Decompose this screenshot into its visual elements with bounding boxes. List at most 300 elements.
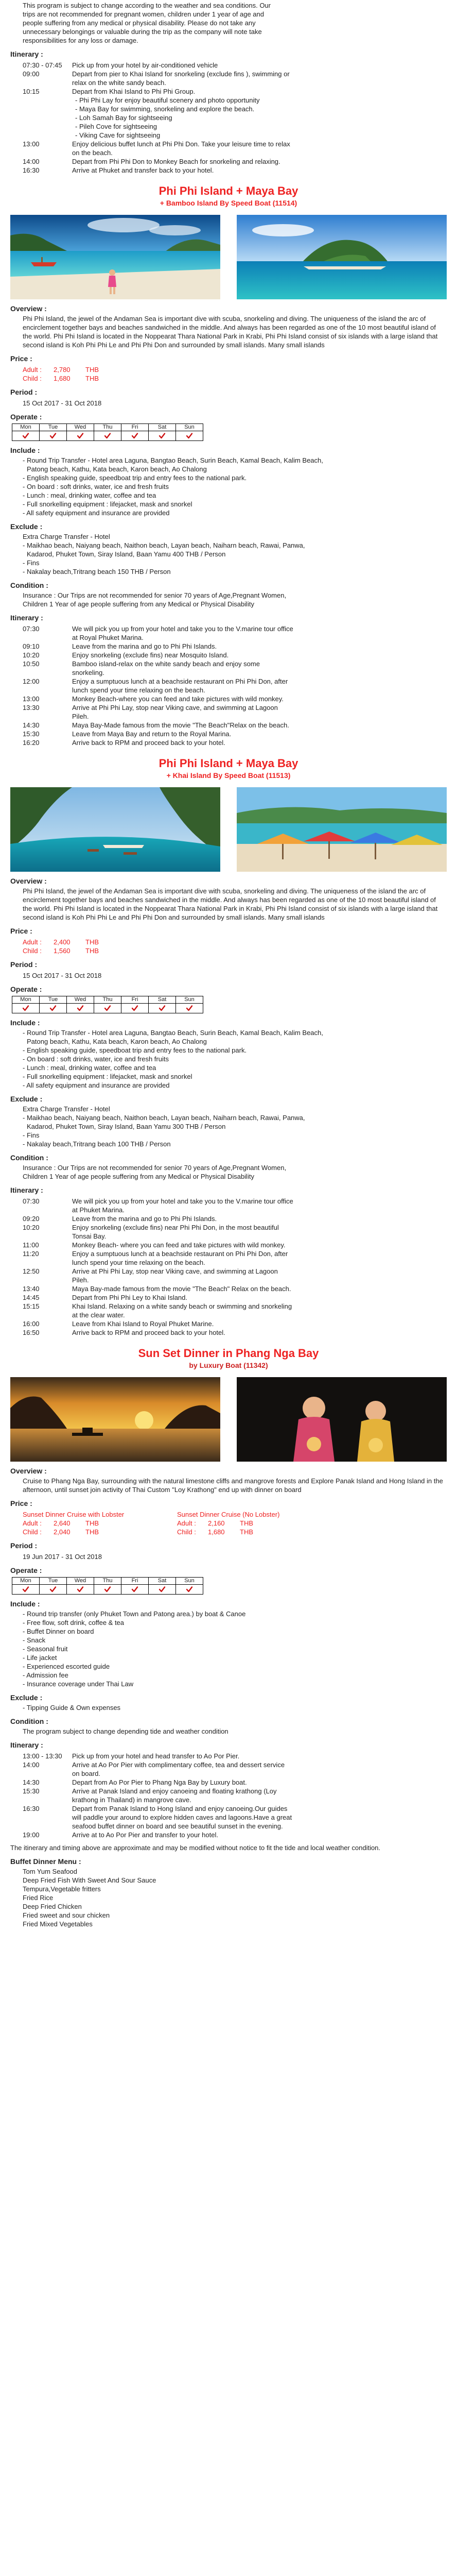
tour-1-itinerary: [23, 624, 447, 747]
price-label: Adult :: [23, 366, 42, 374]
price-label: Child :: [23, 375, 42, 382]
operate-day: [94, 423, 121, 441]
list-item: - Full snorkelling equipment : lifejacket, mask and snorkel: [23, 500, 192, 508]
menu-item: Deep Fried Fish With Sweet And Sour Sauce: [23, 1876, 156, 1884]
operate-day-name: Mon: [12, 424, 39, 431]
list-item: - On board : soft drinks, water, ice and fresh fruits: [23, 1055, 169, 1063]
operate-day-name: Fri: [121, 1578, 148, 1585]
itinerary-row: [23, 1267, 447, 1284]
itinerary-time: 07:30: [23, 1197, 40, 1205]
price-row: [23, 946, 447, 955]
tour-2-include-heading: Include :: [10, 1019, 40, 1027]
sunset-note: The itinerary and timing above are approximate and may be modified without notice to fit the tide and local weather condition.: [10, 1844, 381, 1852]
itinerary-row: [23, 1319, 447, 1328]
top-itinerary-heading: Itinerary :: [10, 50, 43, 58]
list-item: - Tipping Guide & Own expenses: [23, 1704, 121, 1711]
price-row: [23, 365, 447, 374]
itinerary-time: 10:20: [23, 651, 40, 659]
itinerary-desc: Maya Bay-Made famous from the movie "The Beach"Relax on the beach.: [72, 721, 289, 729]
sunset-operate-heading: Operate :: [10, 1566, 42, 1574]
price-value: 2,160: [208, 1519, 225, 1527]
tour-1-include-heading: Include :: [10, 446, 40, 454]
itinerary-time: 07:30 - 07:45: [23, 61, 62, 69]
operate-day: [175, 996, 203, 1013]
operate-day-name: Wed: [67, 1578, 94, 1585]
itinerary-desc: Leave from the marina and go to Phi Phi Islands.: [72, 1215, 217, 1223]
tour-2-exclude-list: [23, 1105, 447, 1148]
tour-2-subtitle: + Khai Island By Speed Boat (11513): [166, 771, 291, 779]
list-item: - Round Trip Transfer - Hotel area Laguna, Bangtao Beach, Surin Beach, Kamal Beach, Kalim Beach,: [23, 456, 323, 464]
tour-2-price-heading: Price :: [10, 927, 32, 935]
tour-2-photos: [10, 787, 447, 872]
checkmark-icon: [121, 431, 148, 440]
tour-1-price-table: [23, 365, 447, 383]
checkmark-icon: [94, 1585, 121, 1594]
list-item: Patong beach, Kathu, Kata beach, Karon beach, Ao Chalong: [27, 465, 207, 473]
itinerary-time: 16:20: [23, 739, 40, 747]
tour-2-period: 15 Oct 2017 - 31 Oct 2018: [23, 972, 102, 979]
checkmark-icon: [40, 1004, 66, 1013]
list-item: - On board : soft drinks, water, ice and fresh fruits: [23, 483, 169, 490]
sunset-price-heading: Price :: [10, 1499, 32, 1507]
sunset-exclude-heading: Exclude :: [10, 1693, 43, 1702]
checkmark-icon: [12, 1585, 39, 1594]
price-currency: THB: [85, 938, 99, 946]
price-label: Adult :: [177, 1519, 196, 1527]
tour-1-photos: [10, 215, 447, 299]
sunset-condition-list: [23, 1727, 447, 1736]
itinerary-desc: Arrive at to Ao Por Pier and transfer to your hotel.: [72, 1831, 218, 1839]
itinerary-desc: Depart from Panak Island to Hong Island and enjoy canoeing.Our guides will paddle your around to explore hidden caves and lagoons.Have a great seafood buffet dinner on board and see beautiful sunset in the evening.: [72, 1805, 292, 1830]
checkmark-icon: [12, 431, 39, 440]
list-item: - All safety equipment and insurance are provided: [23, 509, 170, 517]
price-group-rows: [177, 1519, 331, 1536]
list-item: Children 1 Year of age people suffering from any Medical or Physical Disability: [23, 600, 254, 608]
operate-day: [66, 996, 94, 1013]
itinerary-sub-item: - Phi Phi Lay for enjoy beautiful scenery and photo opportunity: [75, 96, 260, 104]
operate-day-name: Wed: [67, 424, 94, 431]
tour-2-itinerary: [23, 1197, 447, 1337]
operate-day-name: Tue: [40, 996, 66, 1004]
tour-1-subtitle: + Bamboo Island By Speed Boat (11514): [160, 199, 297, 207]
price-currency: THB: [85, 1528, 99, 1536]
price-group-name: Sunset Dinner Cruise with Lobster: [23, 1511, 125, 1518]
itinerary-row: [23, 70, 447, 87]
itinerary-desc: We will pick you up from your hotel and take you to the V.marine tour office at Royal Phuket Marina.: [72, 625, 293, 641]
itinerary-time: 14:30: [23, 721, 40, 729]
operate-day-name: Thu: [94, 424, 121, 431]
sunset-condition-heading: Condition :: [10, 1717, 48, 1725]
operate-day: [66, 1577, 94, 1595]
list-item: Patong beach, Kathu, Kata beach, Karon beach, Ao Chalong: [27, 1038, 207, 1045]
itinerary-row: [23, 1223, 447, 1241]
itinerary-sub-item: - Pileh Cove for sightseeing: [75, 123, 157, 130]
operate-day-name: Wed: [67, 996, 94, 1004]
price-row: [23, 1528, 177, 1536]
buffet-heading: Buffet Dinner Menu :: [10, 1857, 81, 1866]
tour-1-operate-heading: Operate :: [10, 413, 42, 421]
list-item: - Admission fee: [23, 1671, 68, 1679]
tour-2-operate-heading: Operate :: [10, 985, 42, 993]
list-item: - Insurance coverage under Thai Law: [23, 1680, 134, 1688]
operate-day: [12, 996, 40, 1013]
tour-2-operate-days: [12, 996, 447, 1013]
list-item: - Fins: [23, 559, 40, 567]
sunset-period-heading: Period :: [10, 1541, 38, 1550]
list-item: - Life jacket: [23, 1654, 57, 1662]
price-currency: THB: [240, 1519, 253, 1527]
itinerary-time: 13:00 - 13:30: [23, 1752, 62, 1760]
list-item: Kadarod, Phuket Town, Siray Island, Baan Yamu 400 THB / Person: [27, 550, 226, 558]
checkmark-icon: [149, 1004, 175, 1013]
itinerary-time: 14:45: [23, 1294, 40, 1301]
list-item: - Fins: [23, 1131, 40, 1139]
sunset-overview: Cruise to Phang Nga Bay, surrounding with the natural limestone cliffs and mangrove forests and Explore Panak Island and Hong Island in the afternoon, until sunset join activity of Thai Custom "Loy Krathong" end up with dinner on board: [23, 1477, 443, 1494]
itinerary-time: 16:50: [23, 1329, 40, 1336]
operate-day: [121, 996, 149, 1013]
sunset-period: 19 Jun 2017 - 31 Oct 2018: [23, 1553, 102, 1561]
sunset-photos: [10, 1377, 447, 1462]
menu-item: Fried Mixed Vegetables: [23, 1920, 93, 1928]
price-group: [23, 1510, 177, 1536]
operate-day: [121, 1577, 149, 1595]
itinerary-time: 14:00: [23, 158, 40, 165]
list-item: - Seasonal fruit: [23, 1645, 68, 1653]
operate-day-name: Sun: [176, 424, 203, 431]
sunset-include-heading: Include :: [10, 1600, 40, 1608]
itinerary-sub-item: - Viking Cave for sightseeing: [75, 131, 161, 139]
itinerary-row: [23, 738, 447, 747]
itinerary-desc: Arrive at Ao Por Pier with complimentary coffee, tea and dessert service on board.: [72, 1761, 285, 1777]
itinerary-desc: Enjoy snorkeling (exclude fins) near Phi Phi Don, in the most beautiful Tonsai Bay.: [72, 1224, 279, 1240]
operate-day-name: Thu: [94, 996, 121, 1004]
checkmark-icon: [67, 1004, 94, 1013]
beach-photo: [10, 215, 220, 299]
itinerary-row: [23, 1831, 447, 1839]
sunset-photo: [10, 1377, 220, 1462]
itinerary-time: 14:30: [23, 1778, 40, 1786]
operate-day: [94, 1577, 121, 1595]
sunset-subtitle: by Luxury Boat (11342): [189, 1361, 268, 1369]
price-value: 2,040: [54, 1528, 71, 1536]
tour-2-condition-list: [23, 1163, 447, 1181]
checkmark-icon: [121, 1004, 148, 1013]
tour-2-period-heading: Period :: [10, 960, 38, 969]
price-value: 1,560: [54, 947, 71, 955]
tour-2-price-table: [23, 938, 447, 955]
itinerary-time: 10:50: [23, 660, 40, 668]
tour-2-include-list: [23, 1028, 447, 1090]
itinerary-desc: Enjoy snorkeling (exclude fins) near Mosquito Island.: [72, 651, 229, 659]
list-item: - Experienced escorted guide: [23, 1663, 110, 1670]
list-item: Extra Charge Transfer - Hotel: [23, 533, 110, 540]
operate-day: [121, 423, 149, 441]
checkmark-icon: [149, 1585, 175, 1594]
itinerary-desc: Khai Island. Relaxing on a white sandy beach or swimming and snorkeling at the clear water.: [72, 1302, 292, 1319]
itinerary-desc: Enjoy a sumptuous lunch at a beachside restaurant on Phi Phi Don, after lunch spend your time relaxing on the beach.: [72, 677, 288, 694]
itinerary-desc: Leave from Maya Bay and return to the Royal Marina.: [72, 730, 232, 738]
itinerary-row: [23, 157, 447, 166]
itinerary-desc: Arrive at Panak Island and enjoy canoeing and floating krathong (Loy krathong in Thailand) in mangrove cave.: [72, 1787, 277, 1804]
itinerary-desc: Pick up from your hotel by air-conditioned vehicle: [72, 61, 218, 69]
checkmark-icon: [176, 431, 203, 440]
sunset-price-groups: [23, 1510, 447, 1536]
top-itinerary: [23, 61, 447, 175]
itinerary-time: 16:00: [23, 1320, 40, 1328]
itinerary-time: 13:40: [23, 1285, 40, 1293]
tour-2-itinerary-heading: Itinerary :: [10, 1186, 43, 1194]
itinerary-row: [23, 1787, 447, 1804]
itinerary-desc: Depart from pier to Khai Island for snorkeling (exclude fins ), swimming or relax on the white sandy beach.: [72, 70, 290, 87]
sunset-title: Sun Set Dinner in Phang Nga Bay: [138, 1347, 319, 1360]
tour-2-overview: Phi Phi Island, the jewel of the Andaman Sea is important dive with scuba, snorkeling and diving. The uniqueness of the island the arc of encirclement together bays and beaches sandwiched in the middle. And always has been regarded as one of the 10 most beautiful island of the world. Phi Phi Island is located in the Noppearat Thara National Park in Krabi, Phi Phi Island consist of six islands with a large island that second island is Koh Phi Phi Le and Phi Phi Don and surrounded by small islands. Many small islands: [23, 887, 438, 921]
sunset-itinerary-heading: Itinerary :: [10, 1741, 43, 1749]
itinerary-desc: Arrive at Phi Phi Lay, stop near Viking cave, and swimming at Lagoon Pileh.: [72, 704, 278, 720]
price-row: [177, 1528, 331, 1536]
operate-day: [39, 996, 67, 1013]
itinerary-time: 11:20: [23, 1250, 39, 1258]
itinerary-desc: Depart from Phi Phi Ley to Khai Island.: [72, 1294, 188, 1301]
tour-1-exclude-heading: Exclude :: [10, 522, 43, 531]
price-label: Child :: [23, 1528, 42, 1536]
itinerary-row: [23, 1804, 447, 1831]
itinerary-time: 10:15: [23, 88, 40, 95]
itinerary-desc: Arrive at Phuket and transfer back to your hotel.: [72, 166, 214, 174]
itinerary-desc: Monkey Beach- where you can feed and take pictures with wild monkey.: [72, 1241, 286, 1249]
tour-2-title: Phi Phi Island + Maya Bay: [159, 757, 298, 770]
itinerary-row: [23, 624, 447, 642]
operate-day-name: Sat: [149, 424, 175, 431]
sunset-header: [10, 1346, 447, 1370]
itinerary-time: 16:30: [23, 166, 40, 174]
itinerary-desc: Maya Bay-made famous from the movie "The Beach" Relax on the beach.: [72, 1285, 291, 1293]
price-label: Child :: [177, 1528, 196, 1536]
tour-2-overview-heading: Overview :: [10, 877, 47, 885]
tour-1-itinerary-heading: Itinerary :: [10, 614, 43, 622]
itinerary-desc: Bamboo island-relax on the white sandy beach and enjoy some snorkeling.: [72, 660, 260, 676]
itinerary-time: 19:00: [23, 1831, 40, 1839]
checkmark-icon: [67, 1585, 94, 1594]
itinerary-time: 10:20: [23, 1224, 40, 1231]
itinerary-row: [23, 651, 447, 659]
itinerary-time: 16:30: [23, 1805, 40, 1812]
list-item: Insurance : Our Trips are not recommended for senior 70 years of Age,Pregnant Women,: [23, 591, 287, 599]
itinerary-row: [23, 1778, 447, 1787]
itinerary-row: [23, 1241, 447, 1249]
price-value: 2,400: [54, 938, 71, 946]
itinerary-sub-item: - Maya Bay for swimming, snorkeling and explore the beach.: [75, 105, 255, 113]
operate-day: [66, 423, 94, 441]
itinerary-time: 09:20: [23, 1215, 40, 1223]
price-currency: THB: [85, 375, 99, 382]
itinerary-desc: Leave from Khai Island to Royal Phuket Marine.: [72, 1320, 214, 1328]
itinerary-time: 07:30: [23, 625, 40, 633]
itinerary-desc: Depart from Ao Por Pier to Phang Nga Bay by Luxury boat.: [72, 1778, 247, 1786]
itinerary-time: 15:30: [23, 730, 40, 738]
itinerary-sub-item: - Loh Samah Bay for sightseeing: [75, 114, 172, 122]
checkmark-icon: [40, 431, 66, 440]
price-label: Adult :: [23, 1519, 42, 1527]
itinerary-desc: Leave from the marina and go to Phi Phi Islands.: [72, 642, 217, 650]
itinerary-desc: Arrive back to RPM and proceed back to your hotel.: [72, 739, 225, 747]
tour-1-include-list: [23, 456, 447, 517]
checkmark-icon: [176, 1585, 203, 1594]
operate-day: [39, 1577, 67, 1595]
list-item: - Free flow, soft drink, coffee & tea: [23, 1619, 125, 1626]
operate-day-name: Tue: [40, 424, 66, 431]
price-row: [23, 1519, 177, 1528]
list-item: - Nakalay beach,Tritrang beach 150 THB / Person: [23, 568, 171, 575]
operate-day-name: Thu: [94, 1578, 121, 1585]
list-item: The program subject to change depending tide and weather condition: [23, 1727, 228, 1735]
itinerary-time: 11:00: [23, 1241, 39, 1249]
checkmark-icon: [94, 431, 121, 440]
itinerary-desc: Arrive back to RPM and proceed back to your hotel.: [72, 1329, 225, 1336]
price-group-rows: [23, 1519, 177, 1536]
operate-day-name: Tue: [40, 1578, 66, 1585]
itinerary-row: [23, 166, 447, 175]
itinerary-row: [23, 703, 447, 721]
island-photo: [237, 215, 447, 299]
itinerary-time: 12:50: [23, 1267, 40, 1275]
itinerary-row: [23, 1197, 447, 1214]
itinerary-row: [23, 87, 447, 140]
itinerary-row: [23, 677, 447, 694]
buffet-menu: [23, 1867, 447, 1928]
operate-day: [94, 996, 121, 1013]
tour-2-condition-heading: Condition :: [10, 1154, 48, 1162]
itinerary-row: [23, 1328, 447, 1337]
price-group-name: Sunset Dinner Cruise (No Lobster): [177, 1511, 280, 1518]
tour-2-exclude-heading: Exclude :: [10, 1095, 43, 1103]
itinerary-row: [23, 61, 447, 70]
itinerary-row: [23, 642, 447, 651]
price-group: [177, 1510, 331, 1536]
list-item: - English speaking guide, speedboat trip and entry fees to the national park.: [23, 1046, 247, 1054]
tour-1-exclude-list: [23, 532, 447, 576]
itinerary-time: 09:10: [23, 642, 40, 650]
checkmark-icon: [12, 1004, 39, 1013]
itinerary-row: [23, 1302, 447, 1319]
list-item: - Lunch : meal, drinking water, coffee and tea: [23, 1064, 156, 1072]
price-currency: THB: [85, 366, 99, 374]
operate-day-name: Sat: [149, 996, 175, 1004]
price-label: Adult :: [23, 938, 42, 946]
list-item: - Maikhao beach, Naiyang beach, Naithon beach, Layan beach, Naiharn beach, Rawai, Panwa,: [23, 541, 305, 549]
itinerary-time: 13:00: [23, 140, 40, 148]
menu-item: Fried Rice: [23, 1894, 54, 1902]
itinerary-row: [23, 1293, 447, 1302]
sunset-exclude-list: [23, 1703, 447, 1712]
bay-photo: [10, 787, 220, 872]
tour-1-title: Phi Phi Island + Maya Bay: [159, 184, 298, 197]
tour-1-condition-list: [23, 591, 447, 608]
itinerary-row: [23, 1249, 447, 1267]
price-row: [23, 374, 447, 383]
operate-day: [148, 1577, 176, 1595]
sunset-overview-heading: Overview :: [10, 1467, 47, 1475]
itinerary-desc: Depart from Khai Island to Phi Phi Group. - Phi Phi Lay for enjoy beautiful scenery and photo opportunity - Maya Bay for swimming, snorkeling and explore the beach. - Loh Samah Bay for sightseeing - Pileh Cove for sightseeing - Viking Cave for sightseeing: [72, 87, 293, 140]
operate-day-name: Fri: [121, 996, 148, 1004]
umbrella-beach-photo: [237, 787, 447, 872]
operate-day-name: Sat: [149, 1578, 175, 1585]
itinerary-desc: Monkey Beach-where you can feed and take pictures with wild monkey.: [72, 695, 284, 703]
list-item: - Round Trip Transfer - Hotel area Laguna, Bangtao Beach, Surin Beach, Kamal Beach, Kalim Beach,: [23, 1029, 323, 1037]
itinerary-row: [23, 721, 447, 730]
operate-day: [175, 423, 203, 441]
itinerary-desc: Depart from Phi Phi Don to Monkey Beach for snorkeling and relaxing.: [72, 158, 280, 165]
itinerary-row: [23, 1760, 447, 1778]
price-currency: THB: [85, 1519, 99, 1527]
itinerary-row: [23, 1752, 447, 1760]
itinerary-desc: Arrive at Phi Phi Lay, stop near Viking cave, and swimming at Lagoon Pileh.: [72, 1267, 278, 1284]
sunset-include-list: [23, 1609, 447, 1688]
checkmark-icon: [149, 431, 175, 440]
itinerary-row: [23, 1284, 447, 1293]
menu-item: Deep Fried Chicken: [23, 1903, 82, 1910]
menu-item: Fried sweet and sour chicken: [23, 1911, 110, 1919]
price-label: Child :: [23, 947, 42, 955]
price-value: 2,780: [54, 366, 71, 374]
tour-1-period-heading: Period :: [10, 388, 38, 396]
price-value: 1,680: [54, 375, 71, 382]
checkmark-icon: [40, 1585, 66, 1594]
operate-day: [39, 423, 67, 441]
list-item: Children 1 Year of age people suffering from any Medical or Physical Disability: [23, 1173, 254, 1180]
checkmark-icon: [94, 1004, 121, 1013]
itinerary-time: 13:30: [23, 704, 40, 711]
disclaimer: This program is subject to change according to the weather and sea conditions. Our trips are not recommended for pregnant women, children under 1 year of age and people suffering from any medical or physical disability. Please do not take any unnecessary belongings or valuable during the trip as the company will note take responsibilities for any loss or damage.: [23, 2, 271, 44]
tour-1-price-heading: Price :: [10, 354, 32, 363]
itinerary-row: [23, 694, 447, 703]
menu-item: Tempura,Vegetable fritters: [23, 1885, 101, 1893]
itinerary-time: 12:00: [23, 677, 40, 685]
list-item: Extra Charge Transfer - Hotel: [23, 1105, 110, 1113]
list-item: - English speaking guide, speedboat trip and entry fees to the national park.: [23, 474, 247, 482]
tour-2-header: [10, 756, 447, 780]
price-row: [177, 1519, 331, 1528]
tour-1-operate-days: [12, 423, 447, 441]
itinerary-time: 14:00: [23, 1761, 40, 1769]
krathong-photo: [237, 1377, 447, 1462]
operate-day: [148, 423, 176, 441]
list-item: Insurance : Our Trips are not recommended for senior 70 years of Age,Pregnant Women,: [23, 1164, 287, 1172]
price-value: 2,640: [54, 1519, 71, 1527]
list-item: - Buffet Dinner on board: [23, 1628, 94, 1635]
itinerary-desc: Enjoy a sumptuous lunch at a beachside restaurant on Phi Phi Don, after lunch spend your time relaxing on the beach.: [72, 1250, 288, 1266]
sunset-operate-days: [12, 1577, 447, 1595]
operate-day-name: Sun: [176, 1578, 203, 1585]
tour-1-overview-heading: Overview :: [10, 304, 47, 313]
operate-day-name: Mon: [12, 1578, 39, 1585]
itinerary-desc: Enjoy delicious buffet lunch at Phi Phi Don. Take your leisure time to relax on the beach.: [72, 140, 290, 157]
tour-1-header: [10, 184, 447, 208]
price-currency: THB: [240, 1528, 253, 1536]
price-value: 1,680: [208, 1528, 225, 1536]
operate-day: [148, 996, 176, 1013]
operate-day: [12, 1577, 40, 1595]
price-row: [23, 938, 447, 946]
list-item: - All safety equipment and insurance are provided: [23, 1081, 170, 1089]
itinerary-row: [23, 1214, 447, 1223]
itinerary-row: [23, 730, 447, 738]
list-item: - Nakalay beach,Tritrang beach 100 THB / Person: [23, 1140, 171, 1148]
itinerary-time: 13:00: [23, 695, 40, 703]
price-currency: THB: [85, 947, 99, 955]
operate-day-name: Mon: [12, 996, 39, 1004]
tour-1-overview: Phi Phi Island, the jewel of the Andaman Sea is important dive with scuba, snorkeling and diving. The uniqueness of the island the arc of encirclement together bays and beaches sandwiched in the middle. And always has been regarded as one of the 10 most beautiful island of the world. Phi Phi Island is located in the Noppearat Thara National Park in Krabi, Phi Phi Island consist of six islands with a large island that second island is Koh Phi Phi Le and Phi Phi Don and surrounded by small islands. Many small islands: [23, 315, 438, 349]
sunset-itinerary: [23, 1752, 447, 1839]
